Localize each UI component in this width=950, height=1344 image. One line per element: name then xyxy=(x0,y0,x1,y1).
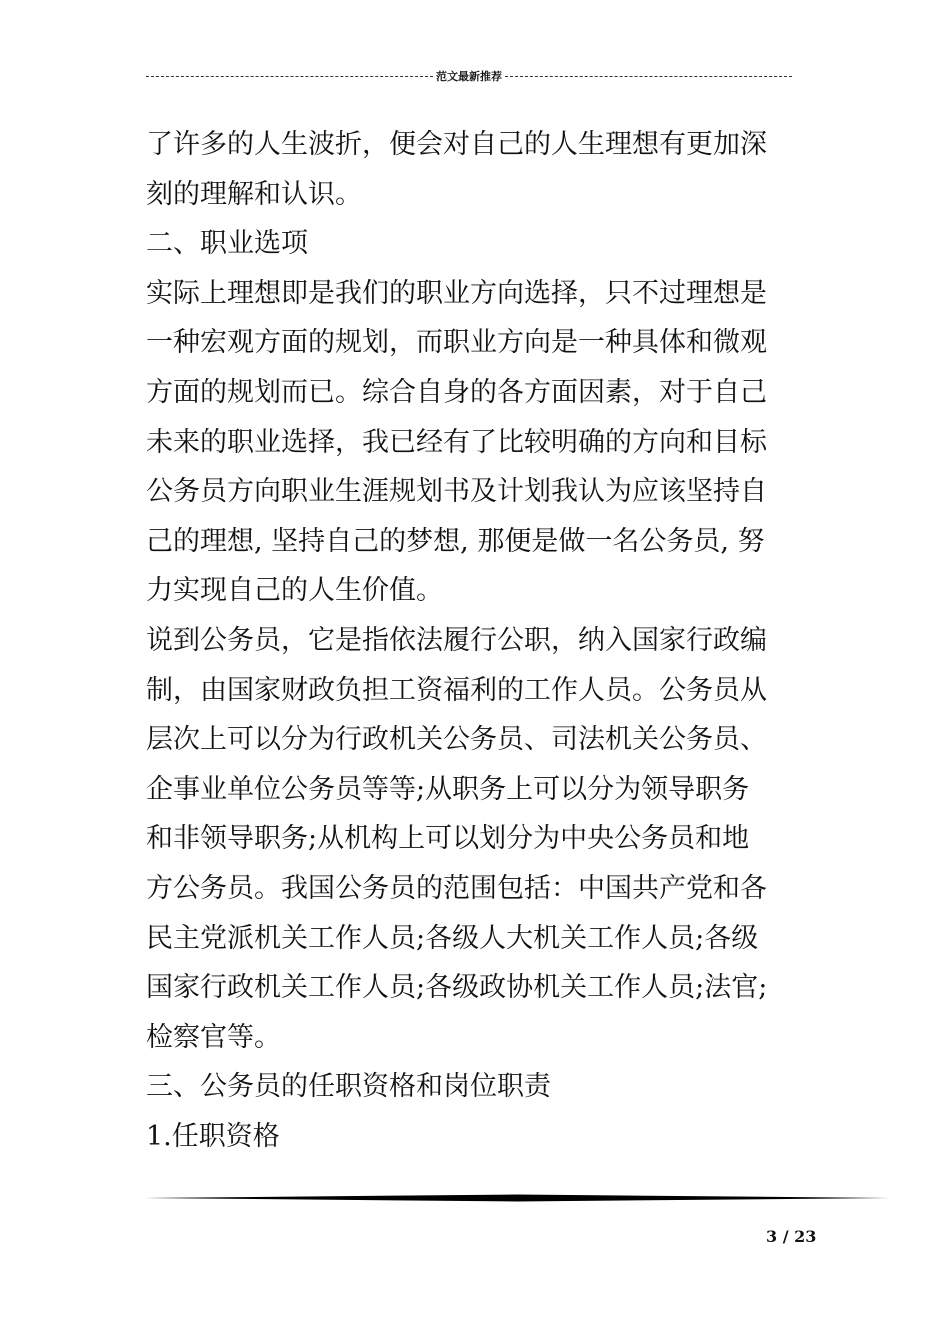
text-line: 方公务员。我国公务员的范围包括：中国共产党和各 xyxy=(146,872,767,904)
footer-divider-line xyxy=(144,1193,890,1203)
text-line: 一种宏观方面的规划，而职业方向是一种具体和微观 xyxy=(146,327,767,359)
text-line: 国家行政机关工作人员;各级政协机关工作人员;法官; xyxy=(146,972,768,1004)
text-line: 制，由国家财政负担工资福利的工作人员。公务员从 xyxy=(146,674,767,706)
text-line: 己的理想, 坚持自己的梦想, 那便是做一名公务员, 努 xyxy=(146,525,765,557)
text-line: 和非领导职务;从机构上可以划分为中央公务员和地 xyxy=(146,823,750,855)
text-line: 实际上理想即是我们的职业方向选择，只不过理想是 xyxy=(146,277,767,309)
page-header xyxy=(146,66,792,86)
text-line: 层次上可以分为行政机关公务员、司法机关公务员、 xyxy=(146,724,767,756)
document-body xyxy=(146,120,814,1161)
text-line: 未来的职业选择，我已经有了比较明确的方向和目标 xyxy=(146,426,767,458)
page-number: 3 / 23 xyxy=(766,1227,817,1246)
subsection-heading: 1.任职资格 xyxy=(146,1120,280,1152)
text-line: 企事业单位公务员等等;从职务上可以分为领导职务 xyxy=(146,773,750,805)
header-dash-left xyxy=(146,76,433,77)
text-line: 民主党派机关工作人员;各级人大机关工作人员;各级 xyxy=(146,922,759,954)
text-line: 力实现自己的人生价值。 xyxy=(146,575,443,607)
text-line: 方面的规划而已。综合自身的各方面因素，对于自己 xyxy=(146,376,767,408)
header-title: 范文最新推荐 xyxy=(436,70,502,83)
text-line: 公务员方向职业生涯规划书及计划我认为应该坚持自 xyxy=(146,476,767,508)
section-heading: 三、公务员的任职资格和岗位职责 xyxy=(146,1071,551,1103)
header-dash-right xyxy=(505,76,792,77)
text-line: 刻的理解和认识。 xyxy=(146,178,362,210)
text-line: 检察官等。 xyxy=(146,1021,281,1053)
footer-divider xyxy=(144,1193,890,1203)
text-line: 了许多的人生波折，便会对自己的人生理想有更加深 xyxy=(146,129,767,160)
text-line: 说到公务员，它是指依法履行公职，纳入国家行政编 xyxy=(146,624,767,656)
section-heading: 二、职业选项 xyxy=(146,228,308,260)
